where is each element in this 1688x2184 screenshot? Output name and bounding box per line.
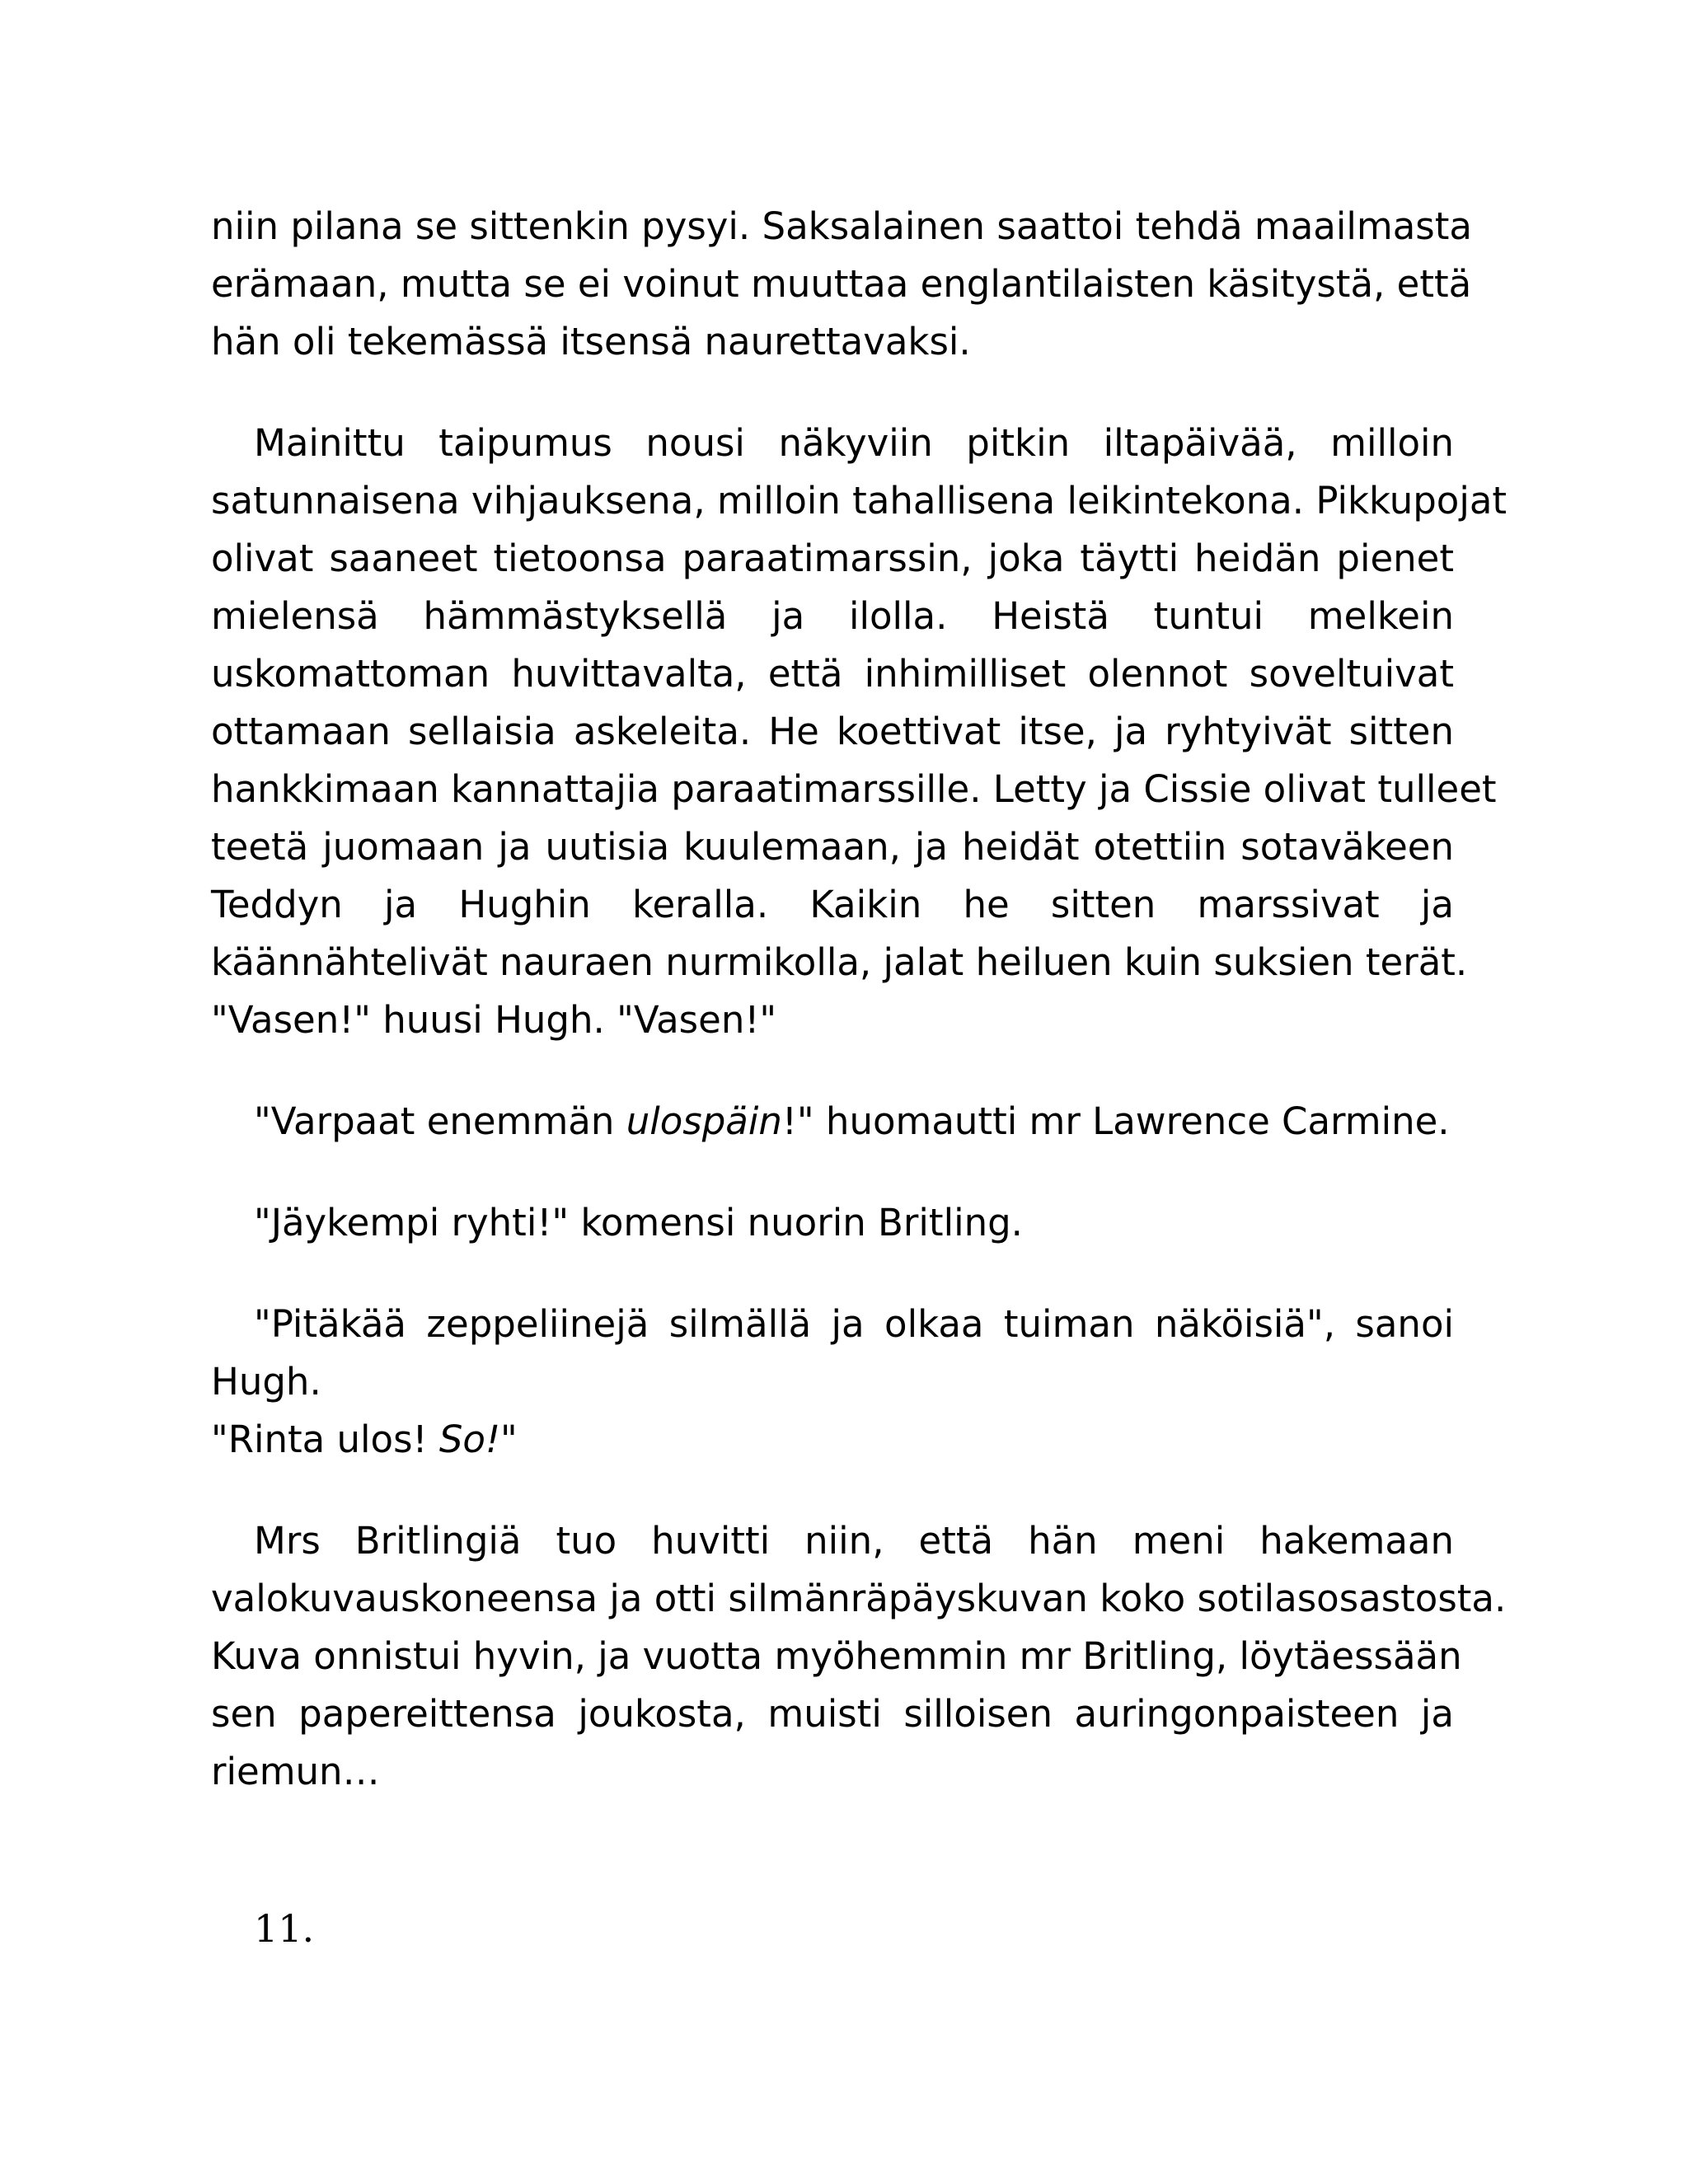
text-run: " xyxy=(500,1418,518,1461)
paragraph-gap xyxy=(211,1252,1454,1296)
text-line: teetä juomaan ja uutisia kuulemaan, ja heidät otettiin sotaväkeen xyxy=(211,825,1454,869)
paragraph-gap xyxy=(211,1049,1454,1093)
text-line: "Vasen!" huusi Hugh. "Vasen!" xyxy=(211,998,777,1042)
italic-text: So! xyxy=(438,1418,500,1461)
paragraph-1 xyxy=(211,198,1472,371)
text-line: valokuvauskoneensa ja otti silmänräpäyskuvan koko sotilasosastosta. xyxy=(211,1577,1507,1620)
text-line: hankkimaan kannattajia paraatimarssille. Letty ja Cissie olivat tulleet xyxy=(211,767,1497,811)
paragraph-5 xyxy=(211,1296,1454,1469)
text-line xyxy=(211,1411,1454,1469)
text-line xyxy=(211,1093,1454,1151)
text-line: Kuva onnistui hyvin, ja vuotta myöhemmin mr Britling, löytäessään xyxy=(211,1634,1462,1678)
text-line: uskomattoman huvittavalta, että inhimilliset olennot soveltuivat xyxy=(211,652,1454,696)
text-line: Teddyn ja Hughin keralla. Kaikin he sitten marssivat ja xyxy=(211,883,1454,926)
paragraph-gap xyxy=(211,1151,1454,1194)
paragraph-3 xyxy=(211,1093,1454,1151)
text-line: erämaan, mutta se ei voinut muuttaa englantilaisten käsitystä, että xyxy=(211,262,1472,306)
text-line: satunnaisena vihjauksena, milloin tahallisena leikintekona. Pikkupojat xyxy=(211,479,1507,523)
italic-text: ulospäin xyxy=(626,1099,782,1143)
text-line: hän oli tekemässä itsensä naurettavaksi. xyxy=(211,320,971,363)
text-line: Mainittu taipumus nousi näkyviin pitkin iltapäivää, milloin xyxy=(254,421,1454,465)
section-gap xyxy=(211,1801,1454,1900)
text-line: Hugh. xyxy=(211,1360,321,1404)
text-line: olivat saaneet tietoonsa paraatimarssin, joka täytti heidän pienet xyxy=(211,537,1454,580)
text-run: "Varpaat enemmän xyxy=(254,1099,626,1143)
paragraph-gap xyxy=(211,371,1454,415)
paragraph-6 xyxy=(211,1512,1507,1801)
text-line: käännähtelivät nauraen nurmikolla, jalat heiluen kuin suksien terät. xyxy=(211,940,1468,984)
paragraph-4 xyxy=(211,1194,1454,1252)
text-line: sen papereittensa joukosta, muisti silloisen auringonpaisteen ja xyxy=(211,1692,1454,1736)
document-page xyxy=(211,198,1507,1957)
text-line: niin pilana se sittenkin pysyi. Saksalainen saattoi tehdä maailmasta xyxy=(211,204,1472,248)
text-line: ottamaan sellaisia askeleita. He koettivat itse, ja ryhtyivät sitten xyxy=(211,710,1454,753)
paragraph-gap xyxy=(211,1469,1454,1512)
text-line: "Pitäkää zeppeliinejä silmällä ja olkaa tuiman näköisiä", sanoi xyxy=(254,1302,1454,1346)
text-line: riemun… xyxy=(211,1750,380,1793)
text-run: !" huomautti mr Lawrence Carmine. xyxy=(781,1099,1450,1143)
text-line: mielensä hämmästyksellä ja ilolla. Heistä tuntui melkein xyxy=(211,594,1454,638)
text-run: "Rinta ulos! xyxy=(211,1418,439,1461)
chapter-number: 11. xyxy=(254,1906,315,1951)
paragraph-2 xyxy=(211,415,1507,1049)
text-line: "Jäykempi ryhti!" komensi nuorin Britling. xyxy=(254,1201,1023,1244)
text-line: Mrs Britlingiä tuo huvitti niin, että hän meni hakemaan xyxy=(254,1519,1454,1563)
